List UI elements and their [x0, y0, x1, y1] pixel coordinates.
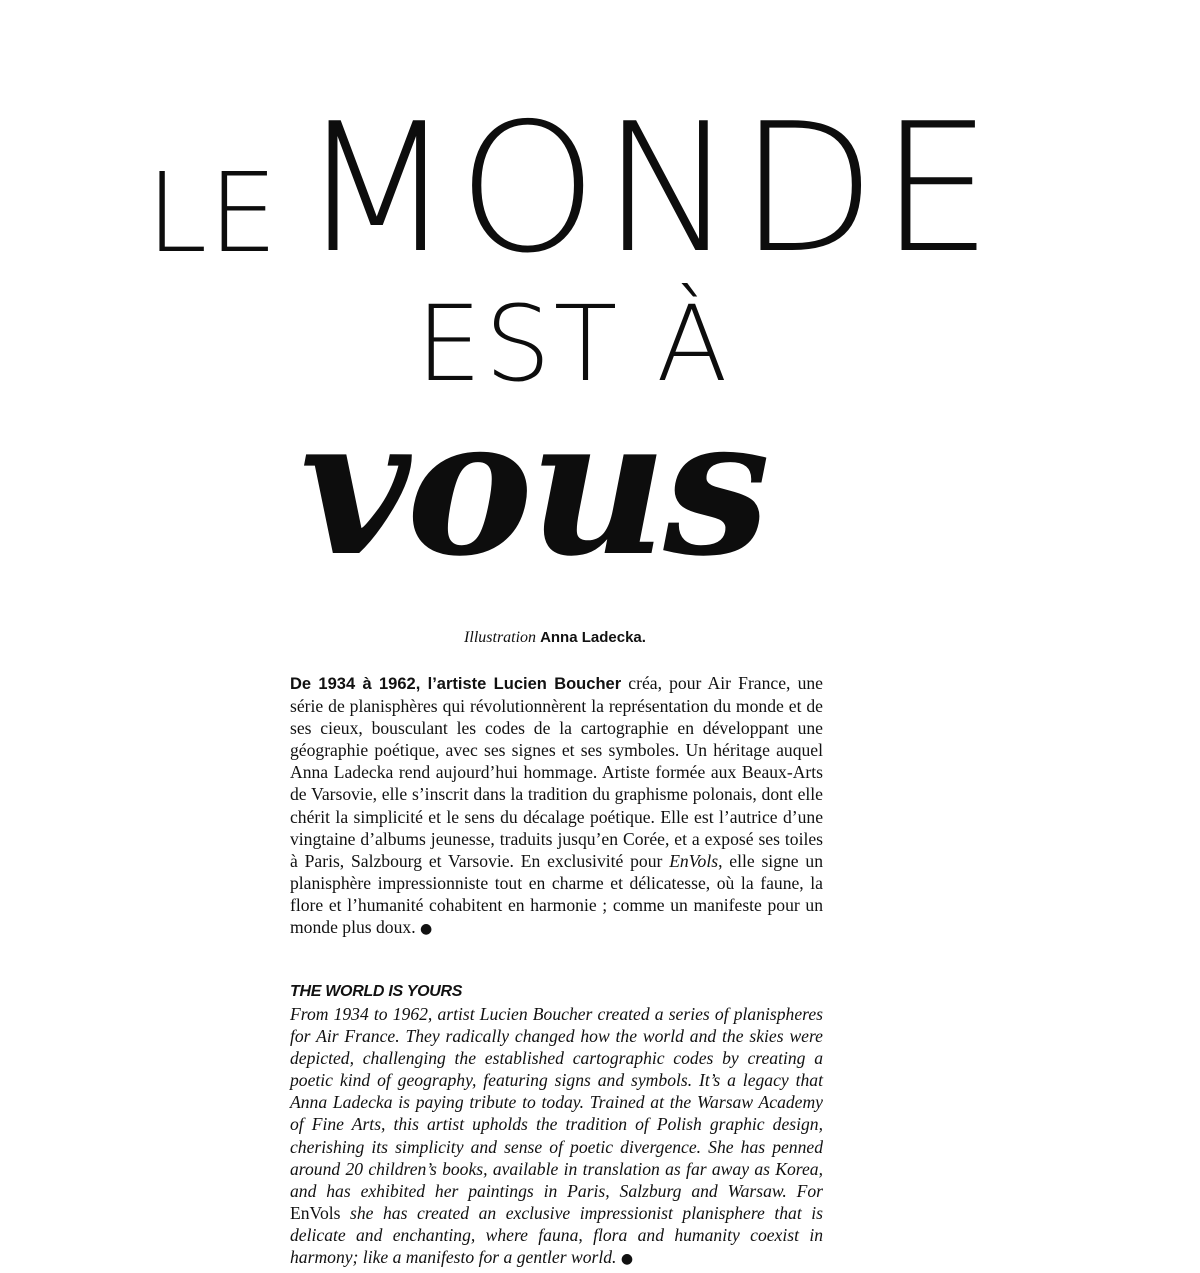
credit-label: Illustration: [464, 629, 537, 646]
english-magazine-name: EnVols: [290, 1202, 341, 1223]
title-vous: vous: [300, 375, 767, 598]
english-text-part-2: she has created an exclusive impressionist planisphere that is delicate and enchanting, where fauna, flora and humanity coexist in harmony; like a manifesto for a gentler world.: [290, 1202, 823, 1268]
english-paragraph: [290, 1003, 823, 1270]
french-paragraph: [290, 672, 823, 940]
english-heading: THE WORLD IS YOURS: [290, 983, 463, 1000]
english-end-mark: ●: [620, 1251, 634, 1268]
french-text-part-2: , elle signe un planisphère impressionniste tout en charme et délicatesse, où la faune, la flore et l’humanité cohabitent en harmonie ; comme un manifeste pour un monde plus doux.: [290, 850, 823, 938]
french-text-part-1: créa, pour Air France, une série de planisphères qui révolutionnèrent la représentation du monde et de ses cieux, bousculant les codes de la cartographie en développant une géographie poétique, avec ses signes et ses symboles. Un héritage auquel Anna Ladecka rend aujourd’hui hommage. Artiste formée aux Beaux-Arts de Varsovie, elle s’inscrit dans la tradition du graphisme polonais, dont elle chérit la simplicité et le sens du décalage poétique. Elle est l’autrice d’une vingtaine d’albums jeunesse, traduits jusqu’en Corée, et a exposé ses toiles à Paris, Salzbourg et Varsovie. En exclusivité pour: [290, 673, 823, 871]
french-end-mark: ●: [420, 921, 433, 938]
french-magazine-name: EnVols: [669, 850, 719, 871]
credit-name: Anna Ladecka.: [540, 629, 646, 646]
title-le: LE: [146, 149, 279, 277]
title-monde: MONDE: [300, 85, 997, 292]
illustration-credit: [0, 628, 1110, 648]
french-lead: De 1934 à 1962, l’artiste Lucien Boucher: [290, 675, 622, 693]
english-text-part-1: From 1934 to 1962, artist Lucien Boucher created a series of planispheres for Air France. They radically changed how the world and the skies were depicted, challenging the established cartographic codes by creating a poetic kind of geography, featuring signs and symbols. It’s a legacy that Anna Ladecka is paying tribute to today. Trained at the Warsaw Academy of Fine Arts, this artist upholds the tradition of Polish graphic design, cherishing its simplicity and sense of poetic divergence. She has penned around 20 children’s books, available in translation as far away as Korea, and has exhibited her paintings in Paris, Salzburg and Warsaw. For: [290, 1004, 823, 1201]
title-est-a: EST À: [416, 283, 731, 405]
